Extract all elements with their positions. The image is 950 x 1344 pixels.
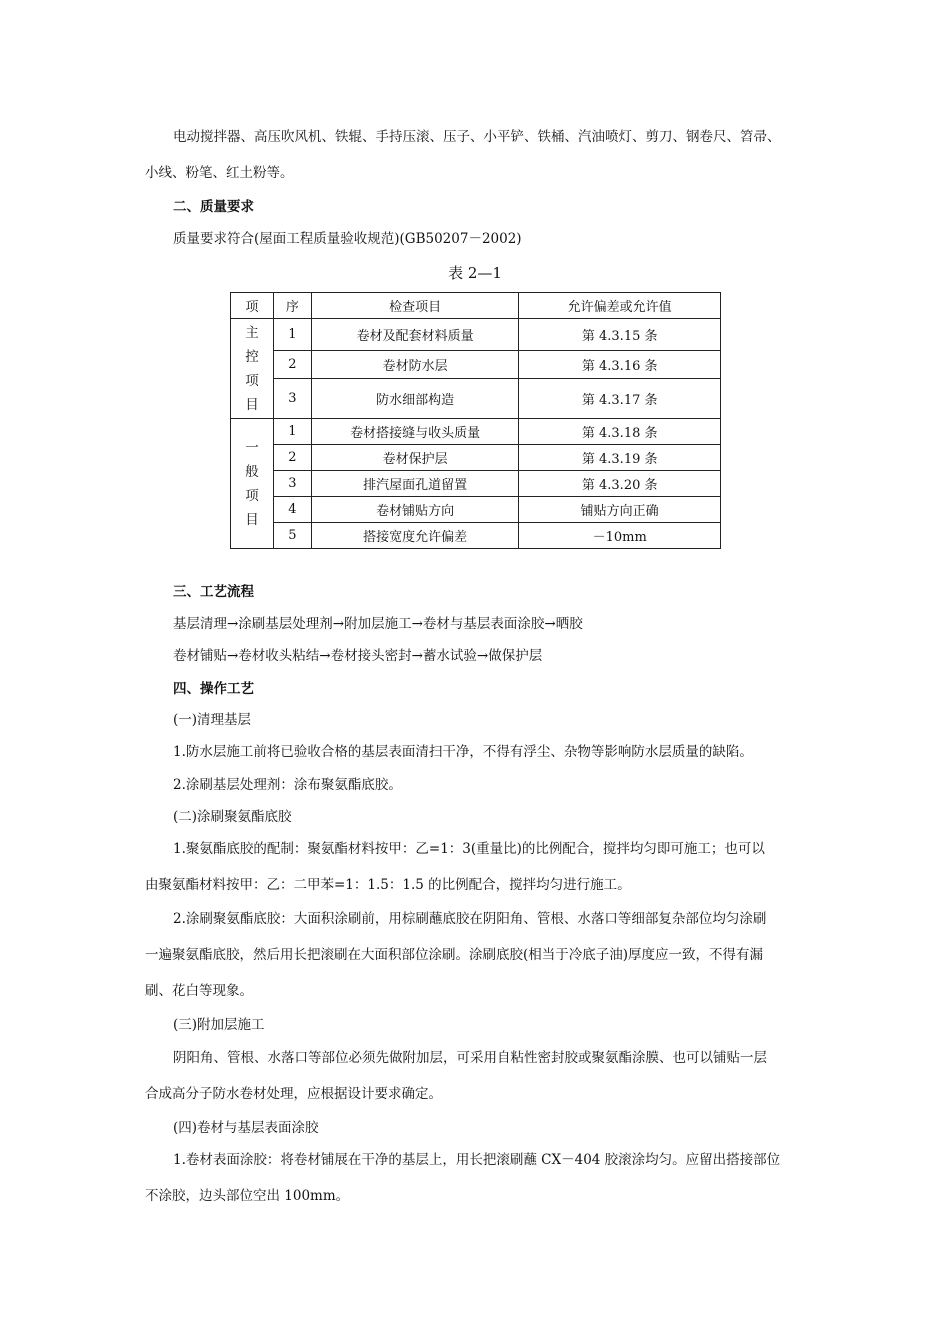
- row-seq: 3: [273, 471, 311, 497]
- row-value: 第 4.3.18 条: [519, 419, 721, 445]
- row-seq: 5: [273, 523, 311, 549]
- tools-list-line2: 小线、粉笔、红土粉等。: [145, 165, 294, 181]
- table-row: [231, 445, 721, 471]
- additional-layer-line1: 阴阳角、管根、水落口等部位必须先做附加层，可采用自粘性密封胶或聚氨酯涂膜、也可以铺贴一层: [173, 1050, 767, 1066]
- header-tolerance: 允许偏差或允许值: [519, 293, 721, 319]
- process-flow-line1: 基层清理→涂刷基层处理剂→附加层施工→卷材与基层表面涂胶→晒胶: [173, 616, 583, 632]
- table-row: [231, 351, 721, 379]
- gluing-item1-line1: 1.卷材表面涂胶：将卷材铺展在干净的基层上，用长把滚刷蘸 CX－404 胶滚涂均匀。应留出搭接部位: [173, 1152, 781, 1168]
- row-item: 卷材及配套材料质量: [311, 319, 519, 351]
- row-value: 第 4.3.17 条: [519, 379, 721, 419]
- group-label-main-control: 主 控 项 目: [231, 319, 274, 419]
- table-caption: 表 2—1: [448, 264, 502, 282]
- table-row: [231, 471, 721, 497]
- subsection-primer: (二)涂刷聚氨酯底胶: [173, 809, 292, 825]
- clean-base-item1: 1.防水层施工前将已验收合格的基层表面清扫干净，不得有浮尘、杂物等影响防水层质量的缺陷。: [173, 744, 753, 760]
- row-item: 搭接宽度允许偏差: [311, 523, 519, 549]
- table-row: [231, 497, 721, 523]
- subsection-gluing: (四)卷材与基层表面涂胶: [173, 1120, 319, 1136]
- row-item: 防水细部构造: [311, 379, 519, 419]
- row-item: 卷材铺贴方向: [311, 497, 519, 523]
- primer-item2-line3: 刷、花白等现象。: [145, 983, 253, 999]
- header-check-item: 检查项目: [311, 293, 519, 319]
- section-heading-quality: 二、质量要求: [173, 199, 254, 215]
- table-row: [231, 379, 721, 419]
- row-seq: 2: [273, 445, 311, 471]
- quality-table: [230, 292, 721, 549]
- row-value: 第 4.3.19 条: [519, 445, 721, 471]
- header-category: 项: [231, 293, 274, 319]
- subsection-clean-base: (一)清理基层: [173, 712, 252, 728]
- clean-base-item2: 2.涂刷基层处理剂：涂布聚氨酯底胶。: [173, 777, 402, 793]
- row-value: 第 4.3.20 条: [519, 471, 721, 497]
- row-value: 第 4.3.15 条: [519, 319, 721, 351]
- row-seq: 1: [273, 319, 311, 351]
- gluing-item1-line2: 不涂胶，边头部位空出 100mm。: [145, 1188, 350, 1204]
- row-seq: 2: [273, 351, 311, 379]
- header-seq: 序: [273, 293, 311, 319]
- row-value: 第 4.3.16 条: [519, 351, 721, 379]
- section-heading-process-flow: 三、工艺流程: [173, 584, 254, 600]
- row-seq: 3: [273, 379, 311, 419]
- row-value: 铺贴方向正确: [519, 497, 721, 523]
- section-heading-operation: 四、操作工艺: [173, 681, 254, 697]
- tools-list-line1: 电动搅拌器、高压吹风机、铁辊、手持压滚、压子、小平铲、铁桶、汽油喷灯、剪刀、钢卷尺、笤帚、: [173, 129, 781, 145]
- quality-standard-text: 质量要求符合(屋面工程质量验收规范)(GB50207－2002): [173, 231, 522, 247]
- table-row: [231, 319, 721, 351]
- row-item: 排汽屋面孔道留置: [311, 471, 519, 497]
- row-item: 卷材防水层: [311, 351, 519, 379]
- table-header-row: [231, 293, 721, 319]
- primer-item1-line1: 1.聚氨酯底胶的配制：聚氨酯材料按甲：乙=1：3(重量比)的比例配合，搅拌均匀即可施工；也可以: [173, 841, 765, 857]
- additional-layer-line2: 合成高分子防水卷材处理，应根据设计要求确定。: [145, 1086, 442, 1102]
- process-flow-line2: 卷材铺贴→卷材收头粘结→卷材接头密封→蓄水试验→做保护层: [173, 648, 543, 664]
- table-row: [231, 419, 721, 445]
- primer-item1-line2: 由聚氨酯材料按甲：乙：二甲苯=1：1.5：1.5 的比例配合，搅拌均匀进行施工。: [145, 877, 631, 893]
- row-seq: 4: [273, 497, 311, 523]
- row-item: 卷材搭接缝与收头质量: [311, 419, 519, 445]
- row-value: －10mm: [519, 523, 721, 549]
- subsection-additional-layer: (三)附加层施工: [173, 1017, 265, 1033]
- primer-item2-line2: 一遍聚氨酯底胶，然后用长把滚刷在大面积部位涂刷。涂刷底胶(相当于冷底子油)厚度应一致，不得有漏: [145, 947, 764, 963]
- row-item: 卷材保护层: [311, 445, 519, 471]
- table-row: [231, 523, 721, 549]
- group-label-general: 一 般 项 目: [231, 419, 274, 549]
- row-seq: 1: [273, 419, 311, 445]
- primer-item2-line1: 2.涂刷聚氨酯底胶：大面积涂刷前，用棕刷蘸底胶在阴阳角、管根、水落口等细部复杂部位均匀涂刷: [173, 911, 767, 927]
